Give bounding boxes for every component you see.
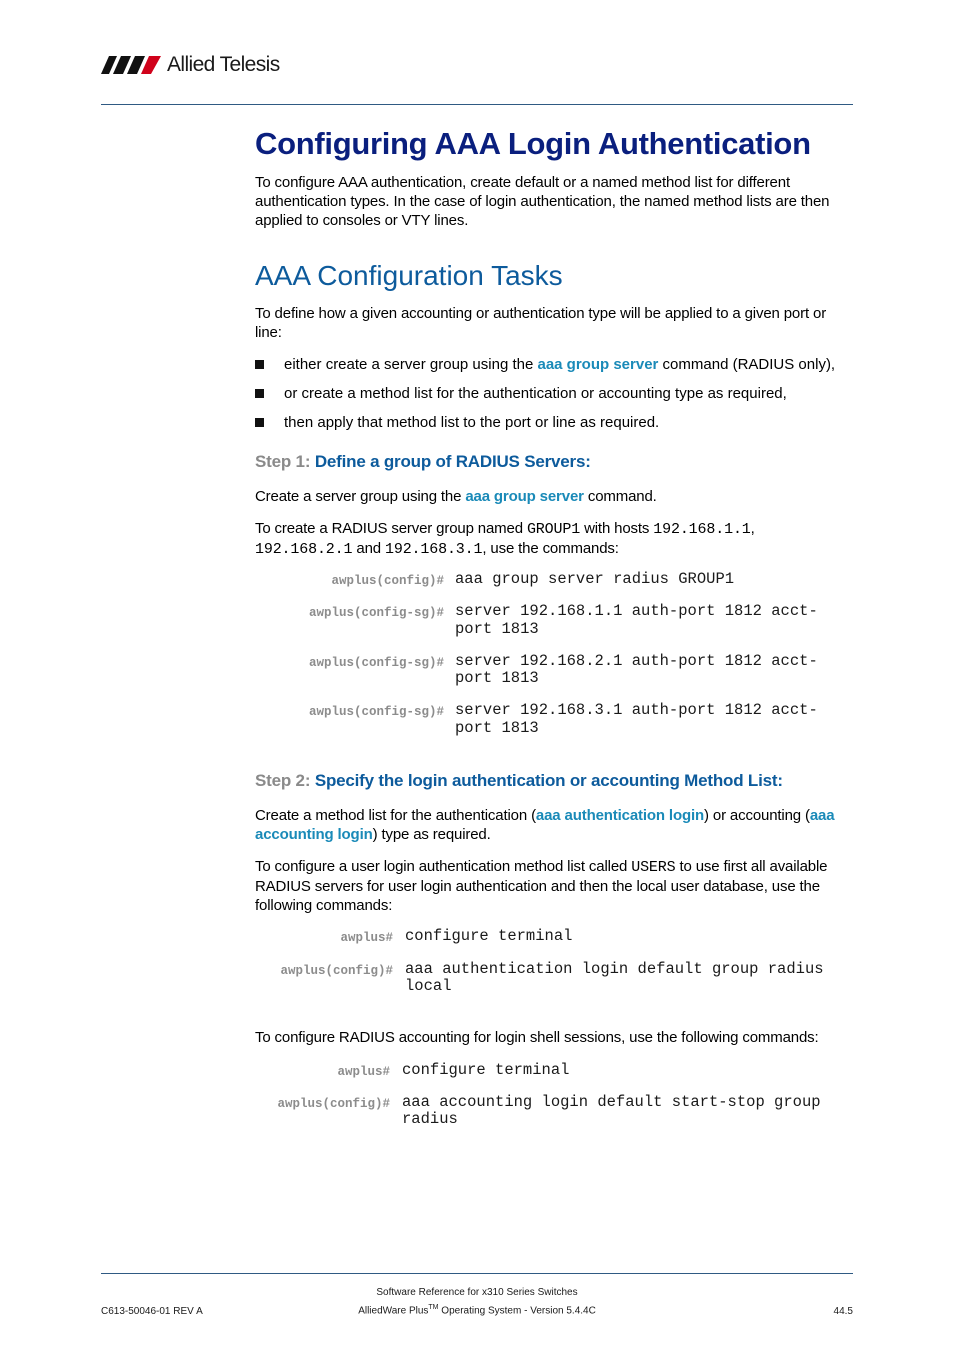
step2-heading: Step 2: Specify the login authentication or accounting Method List: xyxy=(255,771,783,790)
aaa-accounting-login-link[interactable]: accounting login xyxy=(255,826,373,843)
footer-page-number: 44.5 xyxy=(833,1306,853,1317)
cli-command: server 192.168.2.1 auth-port 1812 acct- xyxy=(455,652,818,670)
cli-prompt: awplus(config)# xyxy=(331,574,444,588)
step2-paragraph-2: To configure a user login authentication method list called USERS to use first all available RADIUS servers for user login authentication and then the local user database, use the following commands: xyxy=(255,858,828,914)
bullet-square-icon xyxy=(255,418,264,427)
cli-command: server 192.168.3.1 auth-port 1812 acct- xyxy=(455,701,818,719)
cli-command-continuation: port 1813 xyxy=(455,719,539,737)
bullet-square-icon xyxy=(255,360,264,369)
footer-product: AlliedWare Plus™ Operating System - Version 5.4.4C xyxy=(358,1304,596,1317)
cli-prompt: awplus(config)# xyxy=(280,964,393,978)
aaa-group-server-link[interactable]: aaa group server xyxy=(537,356,659,373)
section-intro: To define how a given accounting or authentication type will be applied to a given port or line: xyxy=(255,305,827,341)
cli-command: configure terminal xyxy=(405,927,573,945)
cli-command-continuation: port 1813 xyxy=(455,669,539,687)
aaa-accounting-login-link[interactable]: aaa xyxy=(809,807,835,824)
cli-prompt: awplus(config-sg)# xyxy=(308,705,444,719)
cli-prompt: awplus# xyxy=(337,1065,390,1079)
cli-command-continuation: radius xyxy=(402,1110,458,1128)
page-title: Configuring AAA Login Authentication xyxy=(255,126,811,161)
cli-prompt: awplus# xyxy=(340,931,393,945)
cli-command-continuation: port 1813 xyxy=(455,620,539,638)
bullet-square-icon xyxy=(255,389,264,398)
section-heading: AAA Configuration Tasks xyxy=(255,260,563,291)
step2-paragraph-1: Create a method list for the authentication (aaa authentication login) or accounting (aaa accounting login) type as required. xyxy=(255,807,835,843)
cli-command: server 192.168.1.1 auth-port 1812 acct- xyxy=(455,602,818,620)
aaa-authentication-login-link[interactable]: aaa authentication login xyxy=(535,807,705,824)
cli-command-continuation: local xyxy=(405,977,452,995)
cli-command: aaa accounting login default start-stop group xyxy=(402,1093,821,1111)
cli-command: configure terminal xyxy=(402,1061,570,1079)
header-divider xyxy=(101,104,853,105)
step2-paragraph-3: To configure RADIUS accounting for login shell sessions, use the following commands: xyxy=(255,1029,819,1046)
cli-prompt: awplus(config-sg)# xyxy=(308,606,444,620)
step1-heading: Step 1: Define a group of RADIUS Servers: xyxy=(255,452,591,471)
footer-title: Software Reference for x310 Series Switches xyxy=(376,1287,578,1298)
footer-divider xyxy=(101,1273,853,1274)
cli-command: aaa authentication login default group radius xyxy=(405,960,824,978)
logo-mark-icon xyxy=(101,54,163,76)
footer-doc-number: C613-50046-01 REV A xyxy=(101,1306,203,1317)
intro-paragraph: To configure AAA authentication, create default or a named method list for different authentication types. In the case of login authentication, the named method lists are then applied to consoles or VTY lines. xyxy=(255,174,830,229)
company-logo xyxy=(101,52,280,78)
step1-paragraph-1: Create a server group using the aaa group server command. xyxy=(255,488,657,505)
aaa-group-server-link[interactable]: aaa group server xyxy=(465,488,584,505)
cli-command: aaa group server radius GROUP1 xyxy=(455,570,735,588)
logo-text: Allied Telesis xyxy=(167,53,280,76)
cli-prompt: awplus(config)# xyxy=(277,1097,390,1111)
step1-paragraph-2: To create a RADIUS server group named GROUP1 with hosts 192.168.1.1, 192.168.2.1 and 192.168.3.1, use the commands: xyxy=(255,520,755,558)
cli-prompt: awplus(config-sg)# xyxy=(308,656,444,670)
